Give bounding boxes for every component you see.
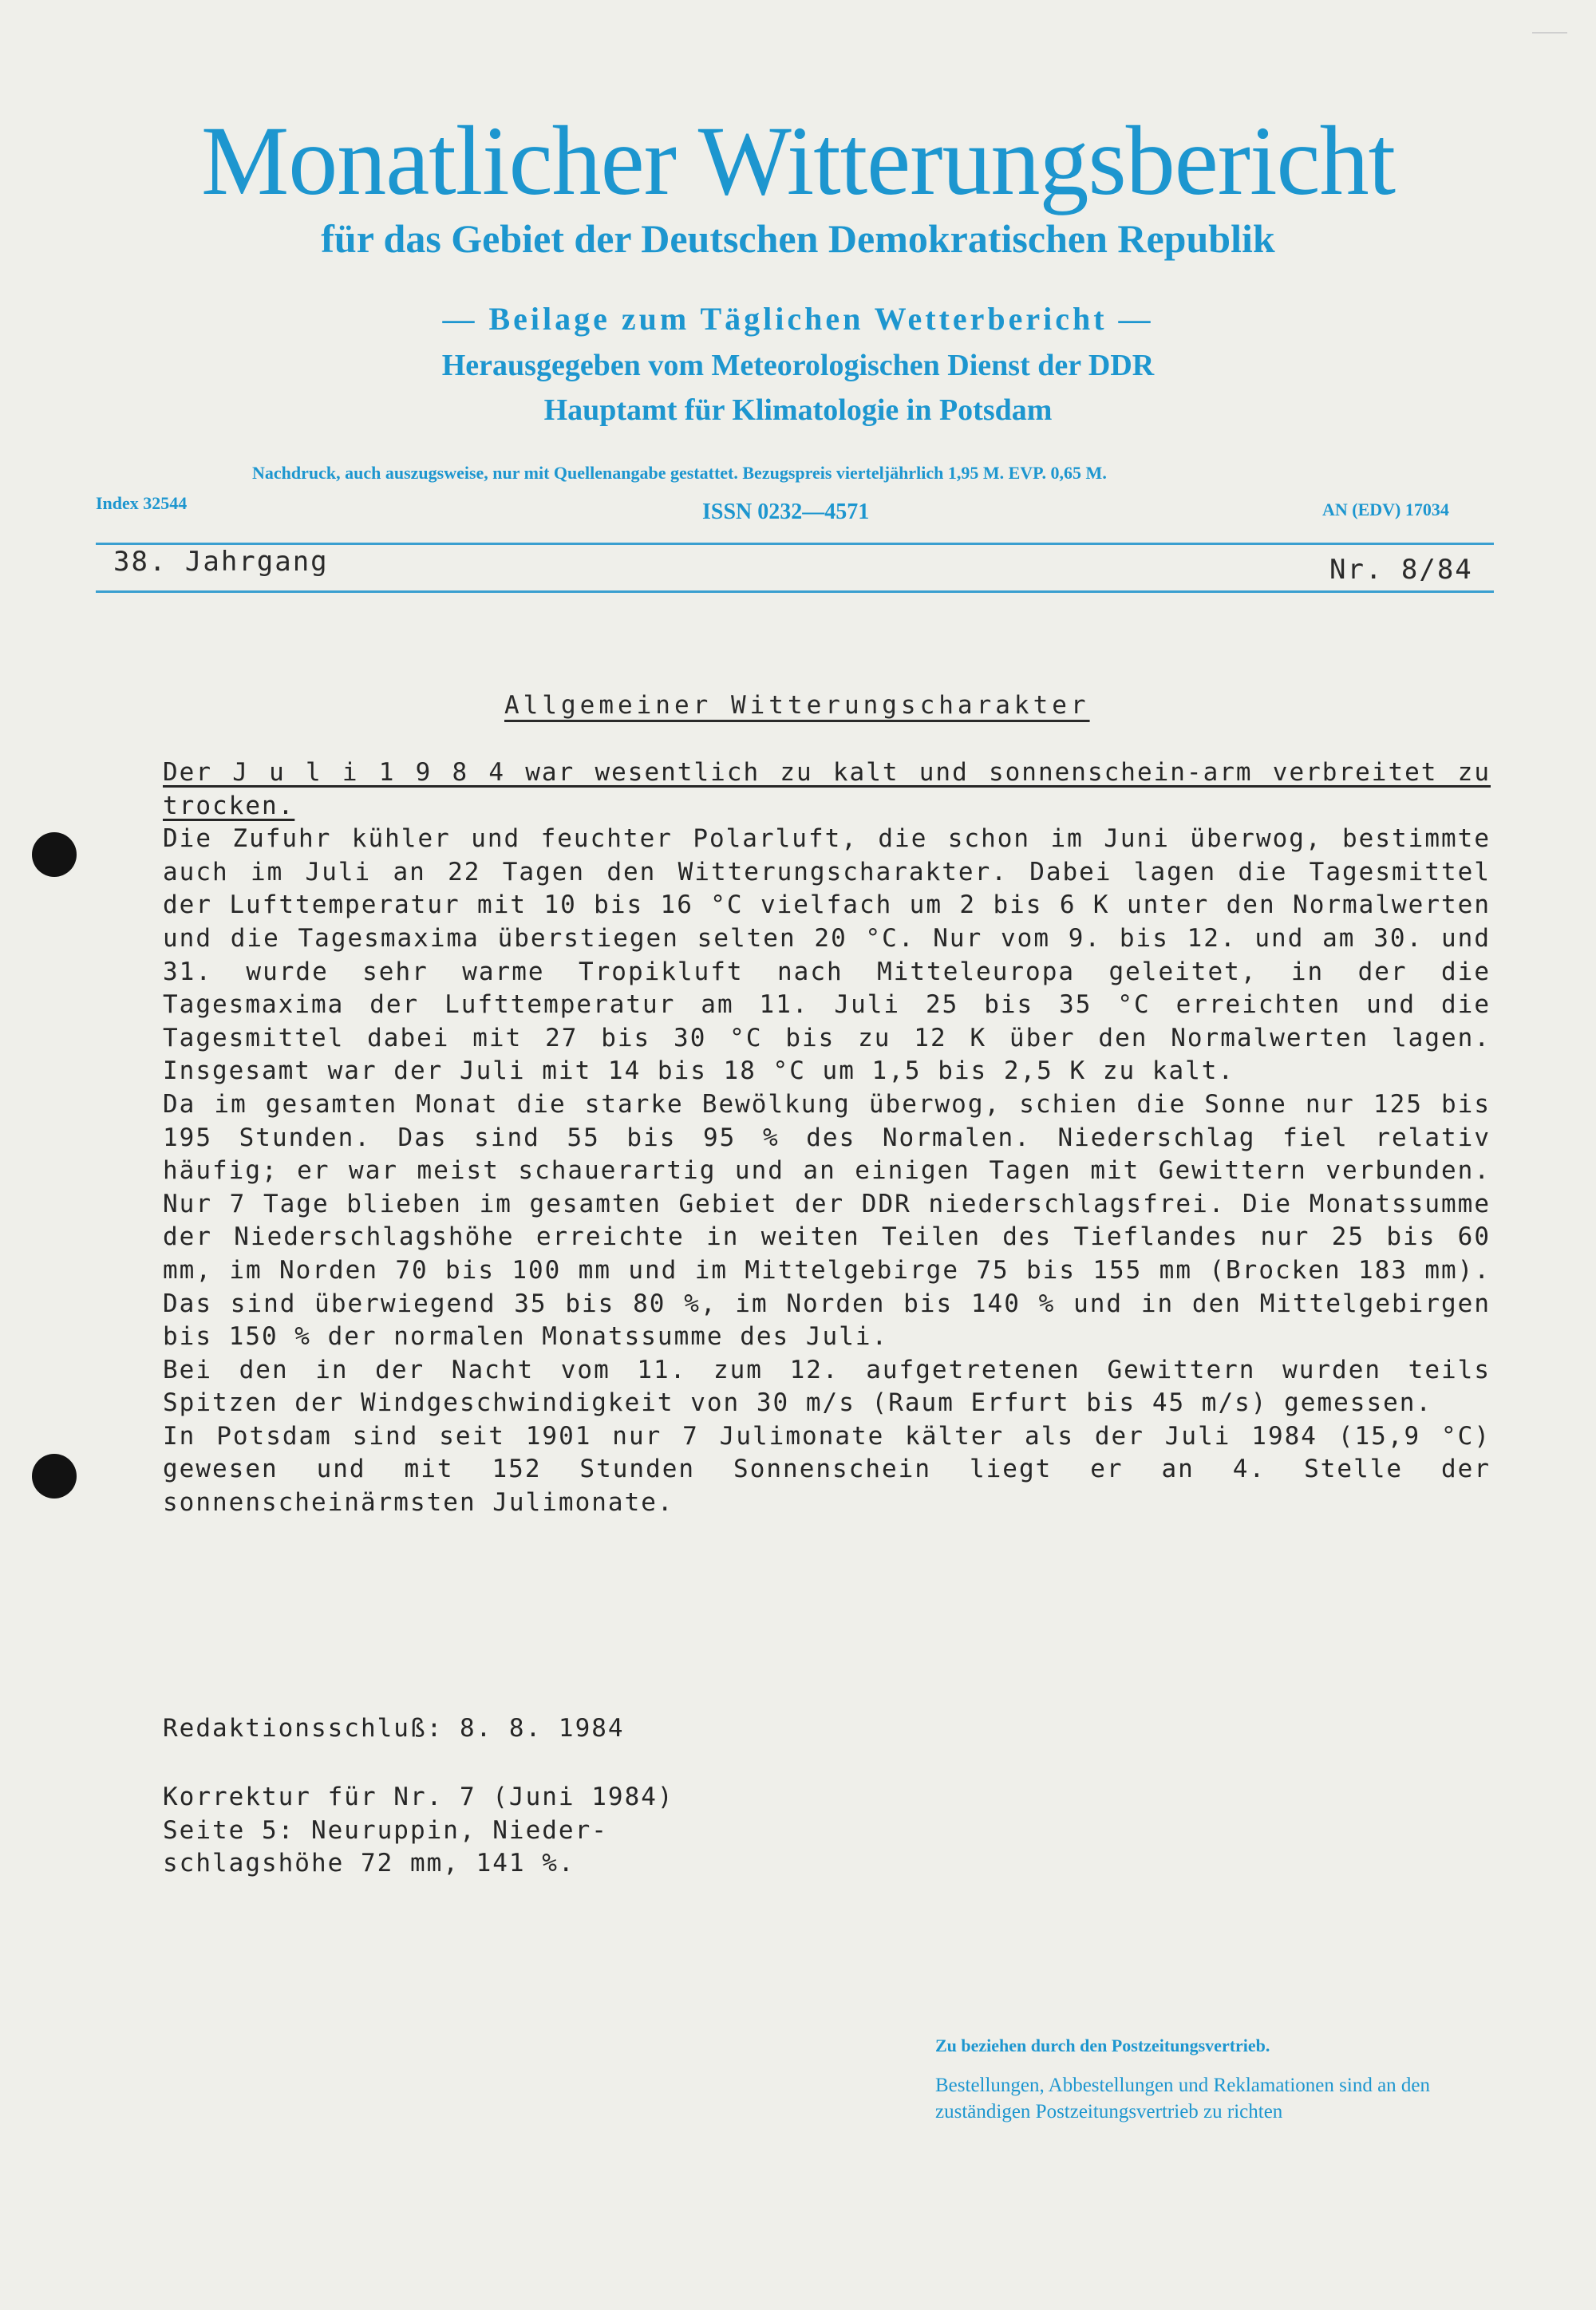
paragraph-sunshine-precipitation: Da im gesamten Monat die starke Bewölkung überwog, schien die Sonne nur 125 bis 195 Stunden. Das sind 55 bis 95 % des Normalen. Niederschlag fiel relativ häufig; er war meist schauerartig und an einigen Tagen mit Gewittern verbunden. Nur 7 Tage blieben im gesamten Gebiet der DDR niederschlagsfrei. Die Monatssumme der Niederschlagshöhe erreichte in weiten Teilen des Tieflandes nur 25 bis 60 mm, im Norden 70 bis 100 mm und im Mittelgebirge 75 bis 155 mm (Brocken 183 mm). Das sind überwiegend 35 bis 80 %, im Norden bis 140 % und in den Mittelgebirgen bis 150 % der normalen Monatssumme des Juli.: [163, 1089, 1491, 1352]
masthead-office: Hauptamt für Klimatologie in Potsdam: [543, 393, 1053, 427]
redaktion-note: Redaktionsschluß: 8. 8. 1984: [163, 1714, 625, 1743]
bottom-rule: [96, 590, 1494, 593]
issue-number: Nr. 8/84: [1329, 554, 1473, 586]
scan-edge-mark: [1532, 32, 1567, 34]
issn-number: ISSN 0232—4571: [702, 500, 870, 524]
masthead-beilage: — Beilage zum Täglichen Wetterbericht —: [442, 301, 1154, 337]
reprint-notice: Nachdruck, auch auszugsweise, nur mit Quellenangabe gestattet. Bezugspreis vierteljährlich 1,95 M. EVP. 0,65 M.: [252, 463, 1107, 483]
paragraph-temperature: Die Zufuhr kühler und feuchter Polarluft, die schon im Juni überwog, bestimmte auch im Juli an 22 Tagen den Witterungscharakter. Dabei lagen die Tagesmittel der Lufttemperatur mit 10 bis 16 °C vielfach um 2 bis 6 K unter den Normalwerten und die Tagesmaxima überstiegen selten 20 °C. Nur vom 9. bis 12. und am 30. und 31. wurde sehr warme Tropikluft nach Mitteleuropa geleitet, in der die Tagesmaxima der Lufttemperatur am 11. Juli 25 bis 35 °C erreichten und die Tagesmittel dabei mit 27 bis 30 °C bis zu 12 K über den Normalwerten lagen. Insgesamt war der Juli mit 14 bis 18 °C um 1,5 bis 2,5 K zu kalt.: [163, 824, 1491, 1086]
jahrgang: 38. Jahrgang: [113, 546, 329, 578]
lead-sentence: Der J u l i 1 9 8 4 war wesentlich zu kalt und sonnenschein-arm verbreitet zu trocken.: [163, 758, 1491, 820]
masthead-publisher: Herausgegeben vom Meteorologischen Dienst der DDR: [441, 349, 1155, 382]
report-body: [163, 756, 1491, 1520]
an-edv-number: AN (EDV) 17034: [1322, 500, 1449, 519]
top-rule: [96, 543, 1494, 545]
masthead-subtitle: für das Gebiet der Deutschen Demokratischen Republik: [321, 216, 1275, 261]
section-title: Allgemeiner Witterungscharakter: [504, 691, 1090, 720]
masthead-title: Monatlicher Witterungsbericht: [200, 106, 1396, 215]
punch-hole-top: [32, 832, 77, 877]
paragraph-thunderstorms: Bei den in der Nacht vom 11. zum 12. aufgetretenen Gewittern wurden teils Spitzen der Windgeschwindigkeit von 30 m/s (Raum Erfurt bis 45 m/s) gemessen.: [163, 1355, 1491, 1418]
punch-hole-bottom: [32, 1454, 77, 1499]
postal-notice-heading: Zu beziehen durch den Postzeitungsvertrieb.: [935, 2036, 1270, 2055]
postal-notice-text: Bestellungen, Abbestellungen und Reklamationen sind an den zuständigen Postzeitungsvertrieb zu richten: [935, 2075, 1431, 2122]
correction-note: Korrektur für Nr. 7 (Juni 1984) Seite 5: Neuruppin, Nieder- schlagshöhe 72 mm, 141 %.: [163, 1783, 674, 1878]
index-number: Index 32544: [96, 493, 188, 513]
paragraph-potsdam: In Potsdam sind seit 1901 nur 7 Julimonate kälter als der Juli 1984 (15,9 °C) gewesen und mit 152 Stunden Sonnenschein liegt er an 4. Stelle der sonnenscheinärmsten Julimonate.: [163, 1421, 1491, 1518]
